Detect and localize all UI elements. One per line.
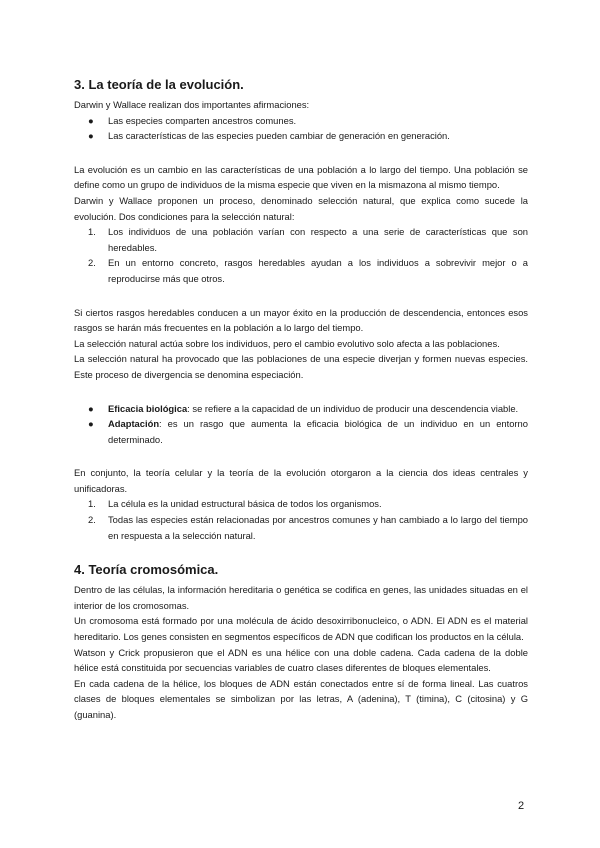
- paragraph: Un cromosoma está formado por una molécula de ácido desoxirribonucleico, o ADN. El ADN es el material hereditario. Los genes consisten en segmentos específicos de ADN que codifican los productos en la célula.: [74, 615, 528, 643]
- paragraph: Si ciertos rasgos heredables conducen a un mayor éxito en la producción de descendencia, entonces esos rasgos se harán más frecuentes en la población a lo largo del tiempo.: [74, 306, 528, 334]
- definitions-list: [74, 401, 528, 448]
- number-marker: 1.: [88, 226, 96, 238]
- list-item: [74, 401, 528, 417]
- list-item-text: En un entorno concreto, rasgos heredables ayudan a los individuos a sobrevivir mejor o a reproducirse más que otros.: [108, 257, 528, 284]
- list-item: [74, 496, 528, 512]
- list-item-text: Las características de las especies pueden cambiar de generación en generación.: [108, 130, 450, 142]
- definition-term: Adaptación: [108, 418, 160, 430]
- list-item-text: Los individuos de una población varían con respecto a una serie de características que son heredables.: [108, 226, 528, 253]
- page-content: [74, 76, 528, 723]
- paragraph: La selección natural actúa sobre los individuos, pero el cambio evolutivo solo afecta a las poblaciones.: [74, 337, 500, 349]
- list-item: [74, 113, 528, 129]
- section-3-heading: 3. La teoría de la evolución.: [74, 77, 244, 92]
- section-4-heading: 4. Teoría cromosómica.: [74, 562, 219, 578]
- definition-term: Eficacia biológica: [108, 402, 188, 414]
- affirmations-list: [74, 113, 528, 144]
- number-marker: 2.: [88, 514, 96, 526]
- list-item: [74, 224, 528, 255]
- paragraph: La evolución es un cambio en las características de una población a lo largo del tiempo. Una población se define como un grupo de individuos de la misma especie que viven en la mismazona al mismo tiempo.: [74, 163, 528, 191]
- paragraph: Watson y Crick propusieron que el ADN es una hélice con una doble cadena. Cada cadena de la doble hélice está constituida por secuencias variables de cuatro clases diferentes de bloques elementales.: [74, 646, 528, 674]
- number-marker: 2.: [88, 257, 96, 269]
- number-marker: 1.: [88, 498, 96, 510]
- paragraph: La selección natural ha provocado que las poblaciones de una especie diverjan y formen nuevas especies. Este proceso de divergencia se denomina especiación.: [74, 353, 528, 380]
- paragraph: Darwin y Wallace proponen un proceso, denominado selección natural, que explica como sucede la evolución. Dos condiciones para la selección natural:: [74, 194, 528, 222]
- bullet-marker: ●: [88, 114, 94, 126]
- list-item: [74, 128, 528, 144]
- bullet-marker: ●: [88, 130, 94, 142]
- section-3-intro: Darwin y Wallace realizan dos importantes afirmaciones:: [74, 99, 310, 110]
- list-item-text: Todas las especies están relacionadas por ancestros comunes y han cambiado a lo largo del tiempo en respuesta a la selección natural.: [108, 514, 528, 541]
- bullet-marker: ●: [88, 402, 94, 414]
- list-item: [74, 512, 528, 543]
- list-item: [74, 255, 528, 286]
- paragraph: Dentro de las células, la información hereditaria o genética se codifica en genes, las unidades situadas en el interior de los cromosomas.: [74, 584, 528, 611]
- conditions-list: [74, 224, 528, 286]
- definition-text: : es un rasgo que aumenta la eficacia biológica de un individuo en un entorno determinado.: [108, 418, 528, 445]
- page-number: 2: [518, 800, 525, 812]
- paragraph: En cada cadena de la hélice, los bloques de ADN están conectados entre sí de forma lineal. Las cuatros clases de bloques elementales se simbolizan por las letras, A (adenina), T (timina), C (citosina) y G (guanina).: [74, 677, 528, 720]
- central-ideas-list: [74, 496, 528, 543]
- definition-text: : se refiere a la capacidad de un individuo de producir una descendencia viable.: [187, 402, 519, 414]
- paragraph: En conjunto, la teoría celular y la teoría de la evolución otorgaron a la ciencia dos ideas centrales y unificadoras.: [74, 467, 528, 494]
- list-item-text: La célula es la unidad estructural básica de todos los organismos.: [108, 498, 382, 510]
- list-item: [74, 416, 528, 447]
- bullet-marker: ●: [88, 418, 94, 430]
- list-item-text: Las especies comparten ancestros comunes.: [108, 114, 297, 126]
